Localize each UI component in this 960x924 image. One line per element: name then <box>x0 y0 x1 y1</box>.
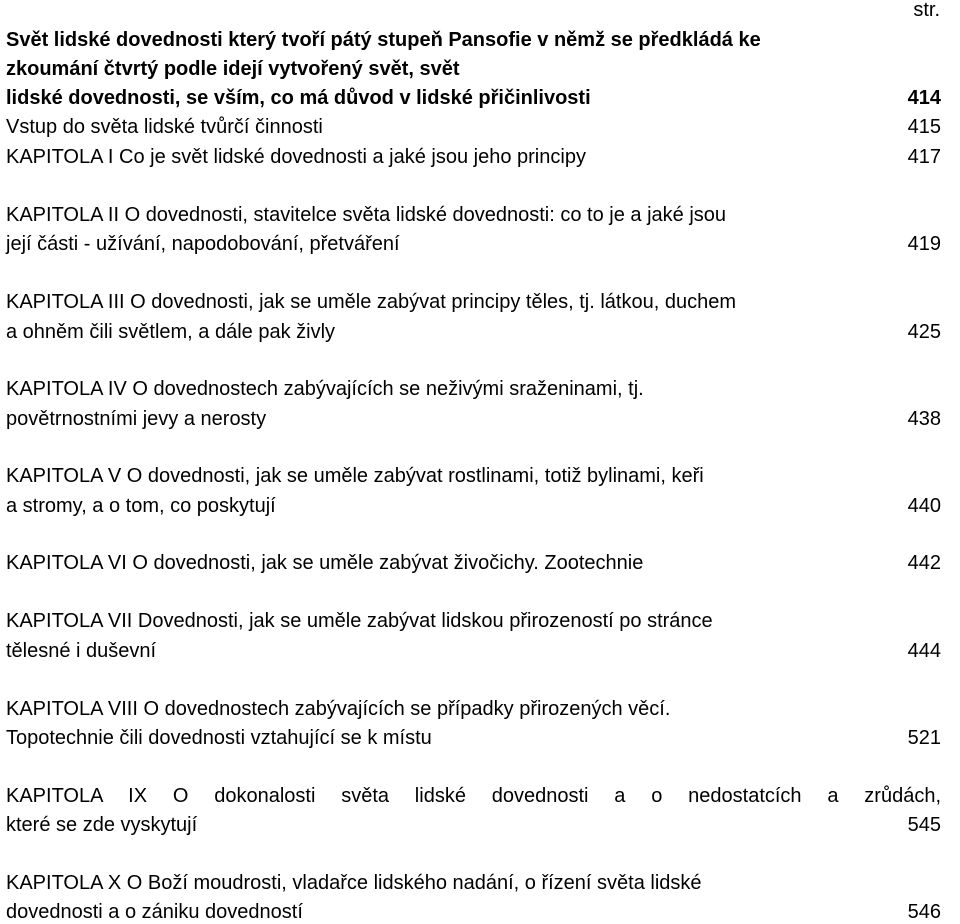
toc-page-number: 415 <box>907 116 941 138</box>
toc-page-number: 425 <box>907 321 941 343</box>
toc-text: a ohněm čili světlem, a dále pak živly <box>6 321 336 343</box>
toc-line <box>6 871 941 895</box>
toc-line <box>6 609 941 633</box>
toc-line <box>6 494 941 518</box>
toc-page-number: 419 <box>907 233 941 255</box>
toc-text: KAPITOLA III O dovednosti, jak se uměle zabývat principy těles, tj. látkou, duchem <box>6 291 736 313</box>
toc-line <box>6 203 941 227</box>
toc-text: Svět lidské dovednosti který tvoří pátý stupeň Pansofie v němž se předkládá ke <box>6 29 761 51</box>
toc-line <box>6 145 941 169</box>
toc-text: její části - užívání, napodobování, přetváření <box>6 233 400 255</box>
toc-text: tělesné i duševní <box>6 640 157 662</box>
toc-text: které se zde vyskytují <box>6 814 198 836</box>
toc-page-number: 440 <box>907 495 941 517</box>
toc-line <box>6 464 941 488</box>
toc-page-number: 546 <box>907 901 941 923</box>
toc-text: KAPITOLA VII Dovednosti, jak se uměle zabývat lidskou přirozeností po stránce <box>6 610 713 632</box>
toc-line <box>6 900 941 924</box>
toc-text: zkoumání čtvrtý podle idejí vytvořený svět, svět <box>6 58 460 80</box>
toc-text: dovednosti a o zániku dovedností <box>6 901 303 923</box>
toc-page-number: 442 <box>907 552 941 574</box>
toc-line <box>6 115 941 139</box>
toc-text: a stromy, a o tom, co poskytují <box>6 495 276 517</box>
toc-line <box>6 407 941 431</box>
toc-line <box>6 726 941 750</box>
toc-line <box>6 86 941 110</box>
toc-line <box>6 320 941 344</box>
toc-page-number: 444 <box>907 640 941 662</box>
toc-text: Topotechnie čili dovednosti vztahující se k místu <box>6 727 432 749</box>
toc-line <box>6 813 941 837</box>
toc-text: KAPITOLA VIII O dovednostech zabývajících se případky přirozených věcí. <box>6 698 671 720</box>
toc-page-number: 414 <box>907 87 941 109</box>
toc-text: KAPITOLA VI O dovednosti, jak se uměle zabývat živočichy. Zootechnie <box>6 552 644 574</box>
page-column-label: str. <box>913 0 940 21</box>
toc-text: KAPITOLA V O dovednosti, jak se uměle zabývat rostlinami, totiž bylinami, keři <box>6 465 704 487</box>
toc-text: lidské dovednosti, se vším, co má důvod v lidské přičinlivosti <box>6 87 591 109</box>
toc-text: KAPITOLA I Co je svět lidské dovednosti a jaké jsou jeho principy <box>6 146 586 168</box>
toc-line: KAPITOLA IX O dokonalosti světa lidské dovednosti a o nedostatcích a zrůdách, <box>6 785 941 807</box>
toc-text: Vstup do světa lidské tvůrčí činnosti <box>6 116 323 138</box>
toc-line <box>6 639 941 663</box>
toc-text: povětrnostními jevy a nerosty <box>6 408 267 430</box>
toc-line <box>6 551 941 575</box>
toc-page-number: 417 <box>907 146 941 168</box>
toc-text: KAPITOLA II O dovednosti, stavitelce světa lidské dovednosti: co to je a jaké jsou <box>6 204 727 226</box>
toc-line <box>6 290 941 314</box>
toc-text: KAPITOLA IV O dovednostech zabývajících se neživými sraženinami, tj. <box>6 378 644 400</box>
toc-line <box>6 377 941 401</box>
toc-line <box>6 697 941 721</box>
toc-page-number: 521 <box>907 727 941 749</box>
toc-line <box>6 232 941 256</box>
toc-page-number: 545 <box>907 814 941 836</box>
toc-line <box>6 57 941 81</box>
toc-line <box>6 28 941 52</box>
toc-page-number: 438 <box>907 408 941 430</box>
toc-text: KAPITOLA X O Boží moudrosti, vladařce lidského nadání, o řízení světa lidské <box>6 872 702 894</box>
